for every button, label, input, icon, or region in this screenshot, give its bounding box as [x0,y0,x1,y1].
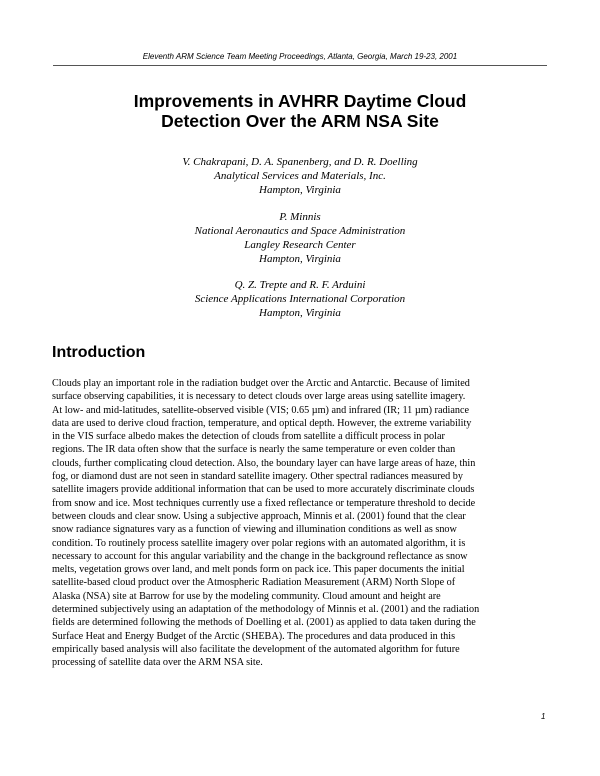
paper-title-line-2: Detection Over the ARM NSA Site [161,111,439,131]
author-affiliation-line: Langley Research Center [244,239,356,251]
paragraph-line: data are used to derive cloud fraction, temperature, and optical depth. However, the extreme variability [52,417,472,429]
paragraph-line: condition. To routinely process satellite imagery over polar regions with an automated algorithm, it is [52,537,466,549]
author-names: Q. Z. Trepte and R. F. Arduini [234,279,366,291]
paragraph-line: necessary to account for this angular variability and the change in the background reflectance as snow [52,550,468,562]
paragraph-line: from snow and ice. Most techniques currently use a fixed reflectance or temperature threshold to decide [52,497,476,509]
author-group-1 [0,155,600,197]
author-affiliation-line: National Aeronautics and Space Administration [194,225,406,237]
section-heading-introduction: Introduction [52,344,146,361]
author-names: P. Minnis [279,211,321,223]
paragraph-line: in the VIS surface albedo makes the detection of clouds from satellite a difficult process in polar [52,431,445,443]
paragraph-line: between clouds and clear snow. Using a subjective approach, Minnis et al. (2001) found that the clear [52,510,466,522]
running-header: Eleventh ARM Science Team Meeting Proceedings, Atlanta, Georgia, March 19-23, 2001 [142,52,458,61]
paragraph-line: surface observing capabilities, it is necessary to detect clouds over large areas using satellite imagery. [52,391,466,403]
paragraph-line: Surface Heat and Energy Budget of the Arctic (SHEBA). The procedures and data produced in this [52,630,456,642]
page-number: 1 [541,712,546,721]
paragraph-line: satellite imagers provide additional information that can be used to more accurately discriminate clouds [52,484,475,496]
author-affiliation-line: Hampton, Virginia [259,184,341,196]
paragraph-line: clouds, further complicating cloud detection. Also, the boundary layer can have large areas of haze, thin [52,457,476,469]
paragraph-line: snow radiance signatures vary as a function of viewing and illumination conditions as well as snow [52,524,457,536]
author-affiliation-line: Hampton, Virginia [259,307,341,319]
paragraph-line: fog, or diamond dust are not seen in standard satellite imagery. Other spectral radiances measured by [52,471,463,483]
paper-title [0,91,600,131]
paragraph-line: Clouds play an important role in the radiation budget over the Arctic and Antarctic. Because of limited [52,378,470,389]
author-group-2 [0,210,600,266]
paragraph-line: determined subjectively using an adaptation of the methodology of Minnis et al. (2001) and the radiation [52,604,480,616]
paragraph-line: empirically based analysis will also facilitate the development of the automated algorithm for future [52,643,460,655]
paragraph-line: satellite-based cloud product over the Atmospheric Radiation Measurement (ARM) North Slope of [52,577,456,589]
author-affiliation-line: Analytical Services and Materials, Inc. [214,170,386,182]
paragraph-line: fields are determined following the methods of Doelling et al. (2001) as applied to data taken during the [52,617,476,629]
paragraph-line: processing of satellite data over the ARM NSA site. [52,657,263,669]
paragraph-line: melts, vegetation grows over land, and melt ponds form on pack ice. This paper documents the initial [52,564,465,576]
paper-title-line-1: Improvements in AVHRR Daytime Cloud [133,91,467,111]
header-divider [53,65,547,66]
author-affiliation-line: Hampton, Virginia [259,253,341,265]
author-group-3 [0,278,600,320]
paragraph-line: Alaska (NSA) site at Barrow for use by the modeling community. Cloud amount and height are [52,590,441,602]
introduction-paragraph [52,377,552,670]
paragraph-line: At low- and mid-latitudes, satellite-observed visible (VIS; 0.65 µm) and infrared (IR; 11 µm) radiance [52,404,470,416]
paragraph-line: regions. The IR data often show that the surface is nearly the same temperature or even colder than [52,444,456,456]
author-affiliation-line: Science Applications International Corporation [194,293,406,305]
author-names: V. Chakrapani, D. A. Spanenberg, and D. R. Doelling [182,156,418,168]
